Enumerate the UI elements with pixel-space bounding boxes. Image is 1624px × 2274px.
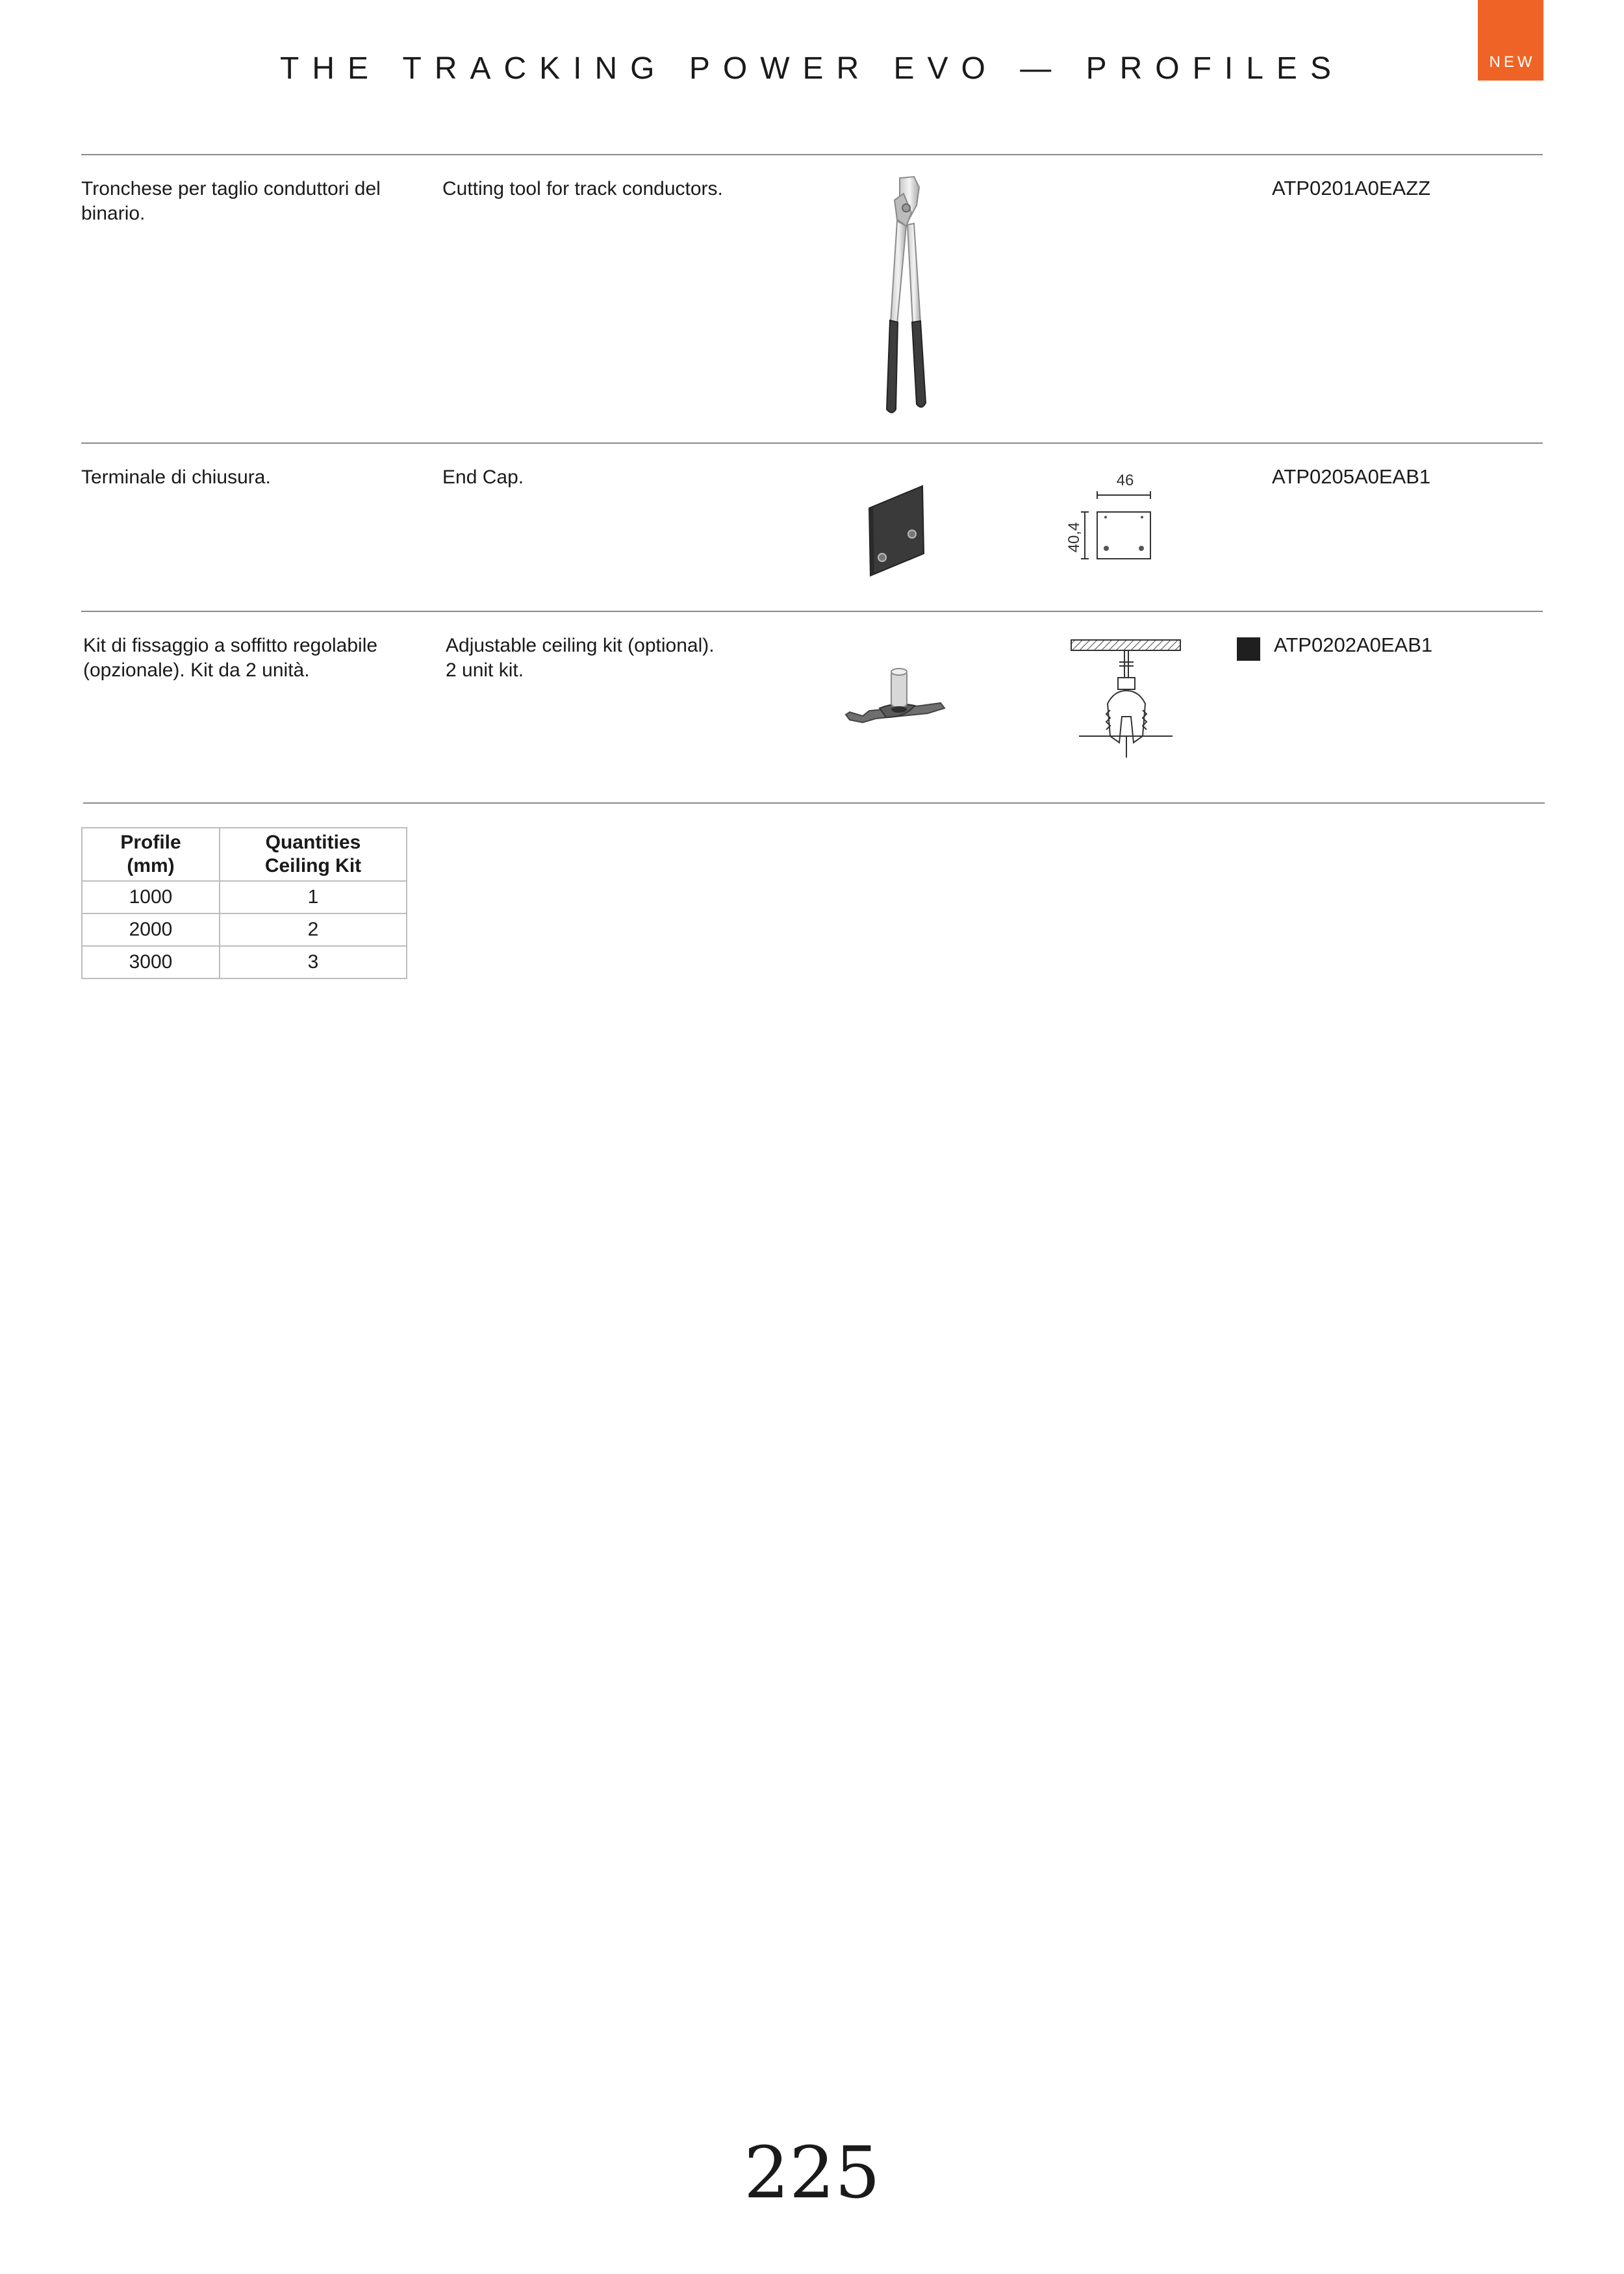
product-description-it: Kit di fissaggio a soffitto regolabile (opzionale). Kit da 2 unità. (83, 635, 378, 681)
page-title: THE TRACKING POWER EVO — PROFILES (280, 51, 1344, 86)
quantity-table (81, 827, 407, 979)
product-description-it: Tronchese per taglio conduttori del binario. (81, 178, 381, 224)
table-cell: 1 (220, 881, 407, 913)
product-code: ATP0202A0EAB1 (1274, 633, 1433, 656)
product-code: ATP0201A0EAZZ (1272, 177, 1431, 199)
end-cap-drawing (1078, 487, 1156, 565)
divider (81, 154, 1543, 155)
product-description-en: End Cap. (442, 466, 524, 488)
table-cell: 3 (220, 946, 407, 978)
end-cap-image (864, 481, 929, 578)
product-description-en: Cutting tool for track conductors. (442, 178, 723, 199)
cutting-tool-image (854, 174, 945, 418)
new-badge (1478, 0, 1543, 81)
table-header-quantities: Quantities Ceiling Kit (220, 828, 407, 881)
table-cell: 2000 (82, 913, 220, 946)
swatch-fill (1237, 637, 1260, 661)
table-row (82, 881, 407, 913)
new-badge-label: NEW (1489, 53, 1536, 71)
color-swatch-black (1237, 637, 1260, 661)
ceiling-kit-image (843, 663, 947, 728)
ceiling-kit-drawing (1069, 639, 1186, 759)
divider (81, 611, 1543, 612)
table-cell: 3000 (82, 946, 220, 978)
product-description-en: Adjustable ceiling kit (optional). 2 unit kit. (446, 635, 715, 681)
table-row (82, 913, 407, 946)
table-cell: 1000 (82, 881, 220, 913)
table-cell: 2 (220, 913, 407, 946)
dimension-width: 46 (1116, 472, 1134, 489)
product-description-it: Terminale di chiusura. (81, 466, 271, 488)
table-header-profile: Profile (mm) (82, 828, 220, 881)
product-code: ATP0205A0EAB1 (1272, 465, 1431, 488)
dimension-height: 40,4 (1065, 522, 1083, 553)
table-row (82, 946, 407, 978)
divider (81, 442, 1543, 444)
divider (83, 802, 1545, 804)
page-number: 225 (744, 2131, 880, 2214)
